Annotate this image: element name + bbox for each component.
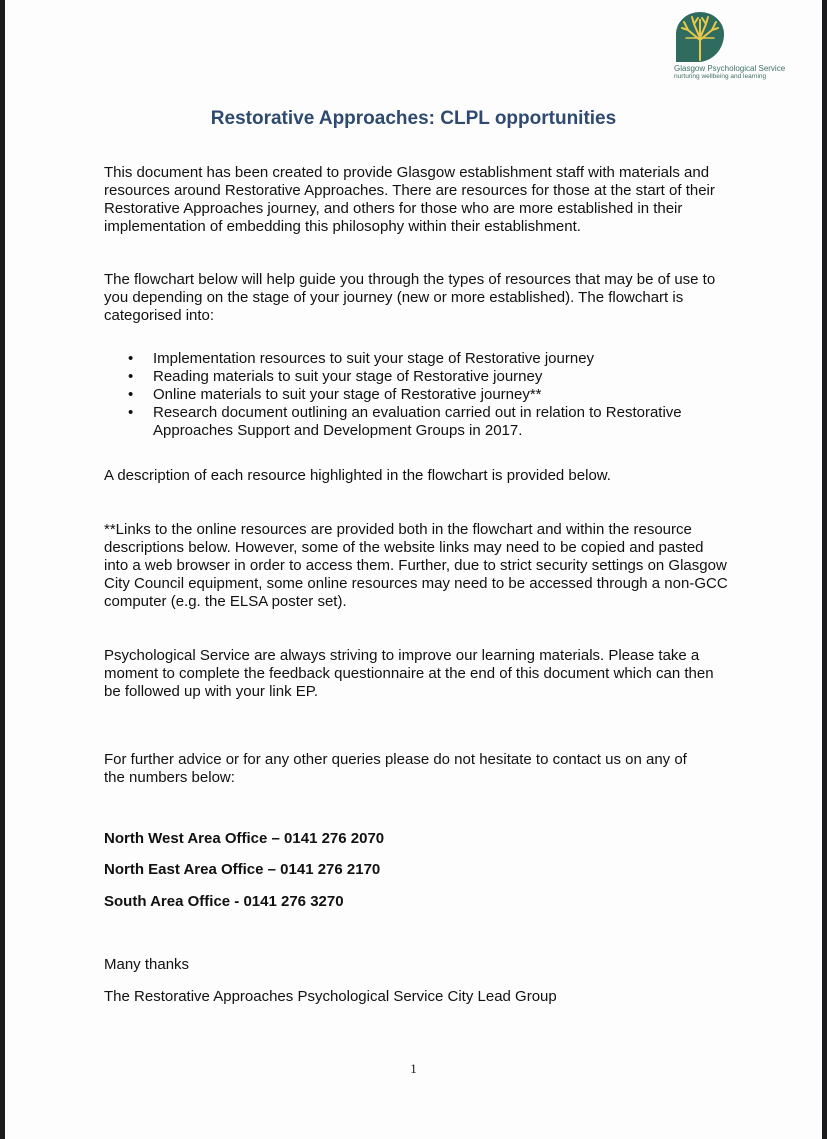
- right-edge: [822, 0, 827, 1139]
- office-south: South Area Office - 0141 276 3270: [104, 893, 344, 910]
- feedback-note: Psychological Service are always striving to improve our learning materials. Please take a moment to complete the feedback questionnaire at the end of this document which can then be followed up with your link EP.: [104, 647, 714, 700]
- list-item: • Research document outlining an evaluation carried out in relation to Restorative Approaches Support and Development Groups in 2017.: [104, 404, 734, 440]
- links-note: **Links to the online resources are provided both in the flowchart and within the resource descriptions below. However, some of the website links may need to be copied and pasted into a web browser in order to access them. Further, due to strict security settings on Glasgow City Council equipment, some online resources may need to be accessed through a non-GCC computer (e.g. the ELSA poster set).: [104, 521, 728, 610]
- logo: [674, 12, 804, 80]
- left-edge: [0, 0, 5, 1139]
- logo-org-name: Glasgow Psychological Service: [674, 64, 786, 73]
- signoff: Many thanks: [104, 956, 190, 973]
- page-number: 1: [410, 1061, 417, 1076]
- contact-intro: For further advice or for any other queries please do not hesitate to contact us on any of the numbers below:: [104, 751, 687, 786]
- list-item: • Reading materials to suit your stage of Restorative journey: [104, 368, 734, 386]
- description-note: A description of each resource highlighted in the flowchart is provided below.: [104, 467, 611, 484]
- page-title: Restorative Approaches: CLPL opportunities: [210, 108, 617, 129]
- flowchart-intro-paragraph: The flowchart below will help guide you through the types of resources that may be of use to you depending on the stage of your journey (new or more established). The flowchart is categorised into:: [104, 271, 716, 324]
- list-item: • Online materials to suit your stage of Restorative journey**: [104, 386, 734, 404]
- category-list: [104, 350, 734, 440]
- office-north-east: North East Area Office – 0141 276 2170: [104, 861, 381, 878]
- logo-tagline: nurturing wellbeing and learning: [674, 73, 767, 80]
- office-north-west: North West Area Office – 0141 276 2070: [104, 830, 385, 847]
- intro-paragraph: This document has been created to provide Glasgow establishment staff with materials and resources around Restorative Approaches. There are resources for those at the start of their Restorative Approaches journey, and others for those who are more established in their implementation of embedding this philosophy within their establishment.: [104, 164, 715, 235]
- tree-logo-icon: [676, 12, 728, 62]
- list-item: • Implementation resources to suit your stage of Restorative journey: [104, 350, 734, 368]
- signature: The Restorative Approaches Psychological Service City Lead Group: [104, 988, 557, 1005]
